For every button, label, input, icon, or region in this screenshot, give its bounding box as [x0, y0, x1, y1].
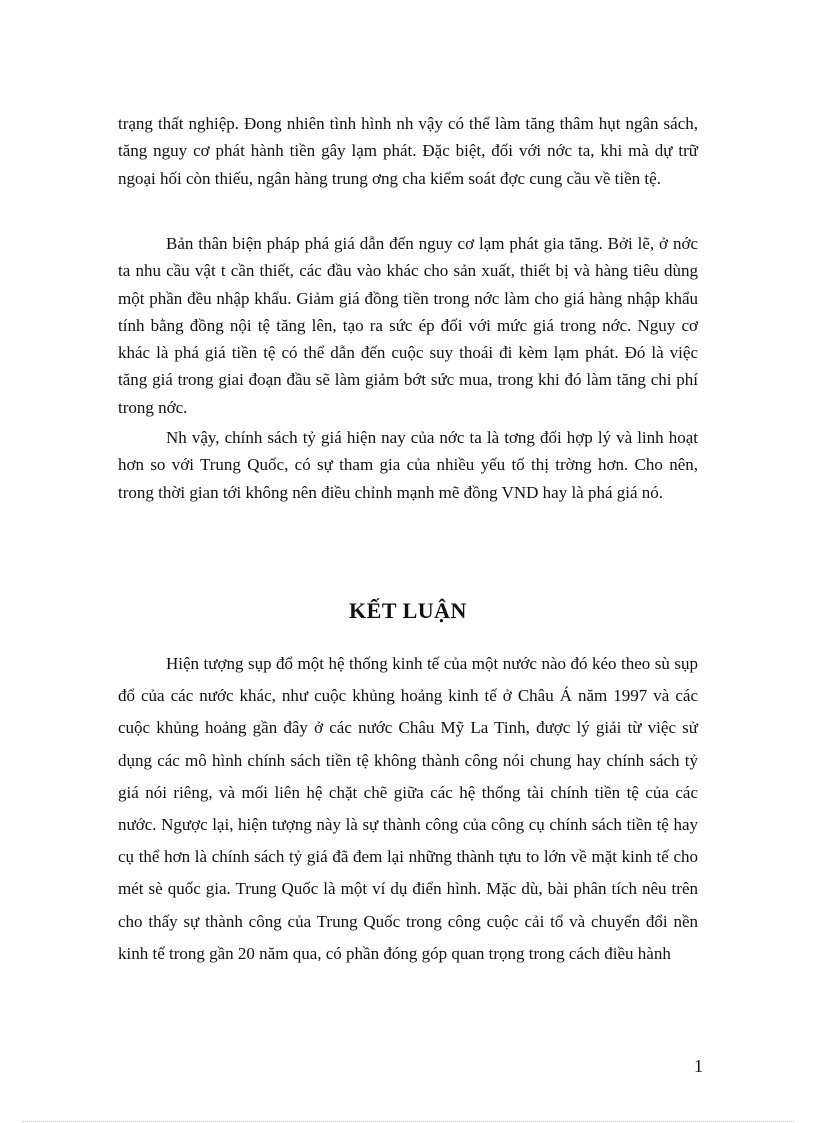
conclusion-heading: KẾT LUẬN — [349, 598, 467, 623]
paragraph-conclusion: Hiện tượng sụp đổ một hệ thống kinh tế của một nước nào đó kéo theo sù sụp đổ của các nước khác, như cuộc khủng hoảng kinh tế ở Châu Á năm 1997 và các cuộc khủng hoảng gần đây ở các nước Châu Mỹ La Tinh, được lý giải từ việc sử dụng các mô hình chính sách tiền tệ không thành công nói chung hay chính sách tỷ giá nói riêng, và mối liên hệ chặt chẽ giữa các hệ thống tài chính tiền tệ của các nước. Ngược lại, hiện tượng này là sự thành công của công cụ chính sách tiền tệ hay cụ thể hơn là chính sách tỷ giá đã đem lại những thành tựu to lớn về mặt kinh tế cho mét sè quốc gia. Trung Quốc là một ví dụ điển hình. Mặc dù, bài phân tích nêu trên cho thấy sự thành công của Trung Quốc trong công cuộc cải tổ và chuyển đổi nền kinh tế trong gần 20 năm qua, có phần đóng góp quan trọng trong cách điều hành — [118, 654, 698, 963]
page-number: 1 — [694, 1056, 703, 1076]
paragraph-exchange-rate-policy: Nh vậy, chính sách tỷ giá hiện nay của nớc ta là tơng đối hợp lý và linh hoạt hơn so với Trung Quốc, có sự tham gia của nhiều yếu tố thị trờng hơn. Cho nên, trong thời gian tới không nên điều chỉnh mạnh mẽ đồng VND hay là phá giá nó. — [118, 428, 698, 502]
paragraph-devaluation-inflation: Bản thân biện pháp phá giá dẫn đến nguy cơ lạm phát gia tăng. Bởi lẽ, ở nớc ta nhu cầu vật t cần thiết, các đầu vào khác cho sản xuất, thiết bị và hàng tiêu dùng một phần đều nhập khẩu. Giảm giá đồng tiền trong nớc làm cho giá hàng nhập khẩu tính bằng đồng nội tệ tăng lên, tạo ra sức ép đối với mức giá trong nớc. Nguy cơ khác là phá giá tiền tệ có thể dẫn đến cuộc suy thoái đi kèm lạm phát. Đó là việc tăng giá trong giai đoạn đầu sẽ làm giảm bớt sức mua, trong khi đó làm tăng chi phí trong nớc. — [118, 234, 698, 417]
paragraph-unemployment: trạng thất nghiệp. Đong nhiên tình hình nh vậy có thể làm tăng thâm hụt ngân sách, tăng nguy cơ phát hành tiền gây lạm phát. Đặc biệt, đối với nớc ta, khi mà dự trữ ngoại hối còn thiếu, ngân hàng trung ơng cha kiểm soát đợc cung cầu về tiền tệ. — [118, 114, 698, 188]
page-bottom-border — [22, 1121, 794, 1122]
